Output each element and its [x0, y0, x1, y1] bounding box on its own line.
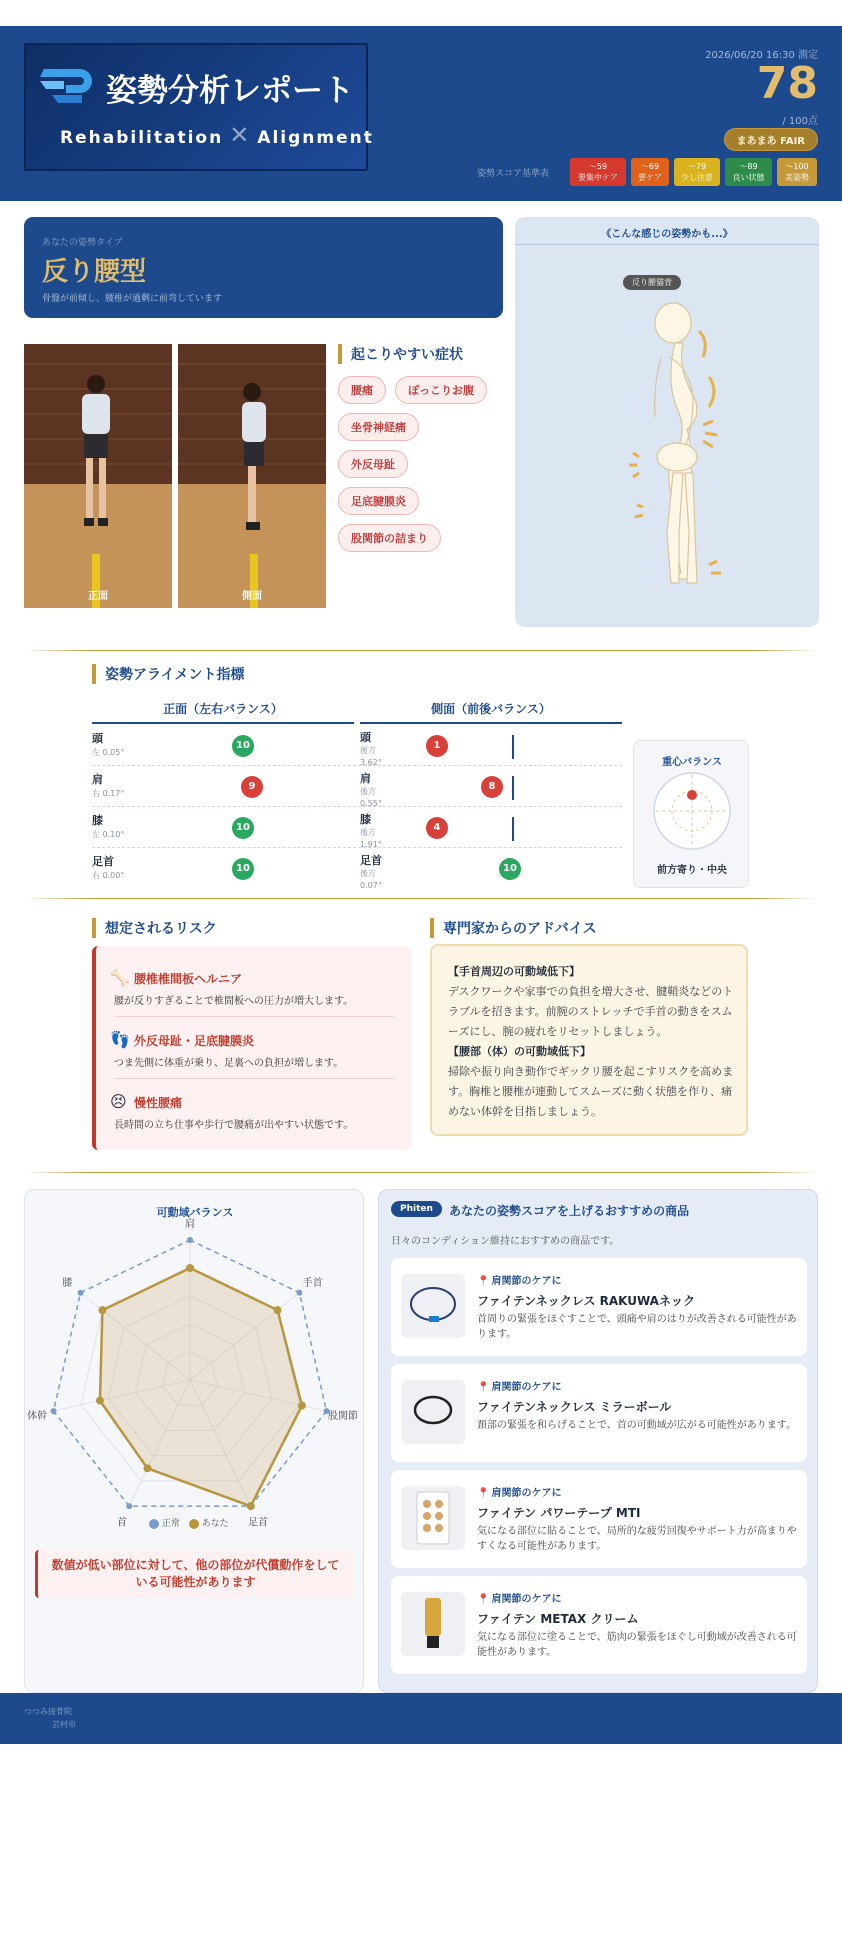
symptom-tag: 坐骨神経痛	[338, 413, 419, 441]
alignment-title: 姿勢アライメント指標	[92, 664, 244, 684]
front-metric-value: 右 0.00°	[92, 871, 125, 880]
report-title: 姿勢分析レポート	[106, 73, 354, 109]
advice-heading-2: 【腰部（体）の可動域低下】	[448, 1045, 591, 1058]
front-metric-value: 右 0.17°	[92, 789, 125, 798]
front-metric-label: 足首	[92, 855, 114, 868]
clinic-name: つつみ接骨院	[24, 1707, 72, 1716]
posture-type-card	[24, 217, 503, 318]
posture-score: 78	[756, 58, 818, 109]
side-metric-score: 10	[499, 858, 521, 880]
scale-label: 要ケア	[638, 173, 662, 182]
scale-range: 〜69	[640, 162, 660, 171]
scale-item	[631, 158, 669, 186]
pose-tag: 反り腰猫背	[623, 275, 681, 290]
legend-you-swatch	[189, 1519, 199, 1529]
product-image	[401, 1486, 465, 1550]
risk-divider	[114, 1016, 394, 1017]
radar-point-you	[274, 1306, 282, 1314]
report-logo	[24, 43, 374, 171]
radar-point-you	[186, 1264, 194, 1272]
radar-point-you	[298, 1402, 306, 1410]
symptom-tag: 外反母趾	[338, 450, 408, 478]
product-desc: 気になる部位に貼ることで、局所的な疲労回復やサポート力が高まりやすくなる可能性があります。	[477, 1526, 797, 1552]
pin-icon: 📍	[477, 1276, 490, 1287]
front-metric-score: 10	[232, 817, 254, 839]
legend-you-label: あなた	[201, 1519, 229, 1529]
side-metric-value: 1.91°	[360, 840, 382, 849]
side-metric-score: 4	[426, 817, 448, 839]
product-name: ファイテン パワーテープ MTI	[477, 1506, 641, 1520]
product-image	[401, 1592, 465, 1656]
advice-body-1: デスクワークや家事での負担を増大させ、腱鞘炎などのトラブルを招きます。前腕のストレッチで手首の動きをスムーズにし、腕の疲れをリセットしましょう。	[448, 985, 734, 1038]
symptoms-title: 起こりやすい症状	[338, 344, 463, 364]
balance-marker	[512, 776, 514, 800]
cog-title: 重心バランス	[662, 757, 722, 768]
front-metric-value: 左 0.10°	[92, 830, 125, 839]
risk-card	[92, 946, 412, 1150]
score-unit: / 100点	[782, 116, 818, 127]
front-metric-label: 肩	[92, 773, 103, 786]
section-divider	[24, 1172, 818, 1173]
radar-axis-label: 股関節	[327, 1410, 358, 1422]
side-metric-value: 0.55°	[360, 799, 382, 808]
side-metric-label: 肩	[360, 772, 371, 785]
radar-axis-label: 手首	[302, 1278, 323, 1290]
risk-desc: つま先側に体重が乗り、足裏への負担が増します。	[114, 1058, 344, 1069]
subtitle-left: Rehabilitation	[60, 128, 224, 148]
side-metric-value: 0.07°	[360, 881, 382, 890]
report-subtitle	[60, 121, 374, 149]
product-category-label: 肩関節のケアに	[491, 1488, 562, 1499]
footprint-icon: 👣	[110, 1030, 130, 1049]
symptom-tag: 足底腱膜炎	[338, 487, 419, 515]
radar-axis-label: 肩	[185, 1219, 195, 1231]
scale-range: 〜100	[785, 162, 809, 171]
product-name: ファイテンネックレス ミラーボール	[477, 1400, 672, 1414]
product-intro: 日々のコンディション維持におすすめの商品です。	[391, 1236, 620, 1247]
radar-axis-label: 膝	[62, 1278, 73, 1290]
scale-item	[674, 158, 720, 186]
side-metric-label: 足首	[360, 854, 382, 867]
side-metric-direction: 後方	[360, 869, 376, 878]
product-image	[401, 1274, 465, 1338]
product-category	[477, 1590, 561, 1605]
advice-heading-1: 【手首周辺の可動域低下】	[448, 965, 580, 978]
product-category	[477, 1484, 561, 1499]
report-header	[0, 26, 842, 201]
scale-range: 〜59	[588, 162, 608, 171]
radar-point-you	[143, 1464, 151, 1472]
footer	[0, 1693, 842, 1744]
balance-marker	[512, 735, 514, 759]
front-photo-caption: 正面	[88, 591, 108, 602]
product-category-label: 肩関節のケアに	[491, 1594, 562, 1605]
skeleton-icon	[625, 297, 745, 597]
scale-label: 要集中ケア	[578, 173, 618, 182]
pose-title: 《こんな感じの姿勢かも...》	[601, 229, 733, 240]
side-photo-caption: 側面	[242, 591, 262, 602]
product-category-label: 肩関節のケアに	[491, 1276, 562, 1287]
risk-title: 慢性腰痛	[134, 1096, 183, 1110]
posture-type-desc: 骨盤が前傾し、腰椎が過剰に前弯しています	[42, 294, 223, 304]
symptom-tag: ぽっこりお腹	[395, 376, 487, 404]
scale-range: 〜89	[739, 162, 758, 171]
balance-marker	[512, 817, 514, 841]
risk-divider	[114, 1078, 394, 1079]
subtitle-right: Alignment	[257, 128, 374, 148]
side-metric-direction: 後方	[360, 828, 376, 837]
product-category-label: 肩関節のケアに	[491, 1382, 562, 1393]
front-figure-image	[24, 344, 172, 608]
scale-item	[570, 158, 626, 186]
radar-axis-label: 首	[116, 1517, 127, 1529]
advice-card	[430, 944, 748, 1136]
front-metric-label: 膝	[92, 814, 103, 827]
section-divider	[24, 650, 818, 651]
pose-panel	[515, 217, 819, 627]
symptom-tag: 腰痛	[338, 376, 386, 404]
measure-date: 2026/06/20 16:30 測定	[705, 50, 818, 61]
range-of-motion-panel	[24, 1189, 364, 1693]
score-scale-label: 姿勢スコア基準表	[477, 169, 550, 179]
grade-badge: まあまあ FAIR	[724, 128, 818, 151]
front-metric-score: 9	[241, 776, 263, 798]
scale-range: 〜79	[687, 162, 707, 171]
symptom-tag: 股関節の詰まり	[338, 524, 441, 552]
clinic-info	[24, 1705, 76, 1731]
advice-body-2: 掃除や振り向き動作でギックリ腰を起こすリスクを高めます。胸椎と腰椎が連動してスムーズに動く状態を作り、痛めない体幹を目指しましょう。	[448, 1065, 734, 1118]
risk-title: 想定されるリスク	[92, 918, 217, 938]
front-metric-score: 10	[232, 735, 254, 757]
side-metric-label: 頭	[360, 731, 371, 744]
risk-desc: 長時間の立ち仕事や歩行で腰痛が出やすい状態です。	[114, 1120, 354, 1131]
scale-item	[777, 158, 817, 186]
radar-point-you	[98, 1306, 106, 1314]
product-desc: 首周りの緊張をほぐすことで、頭痛や肩のはりが改善される可能性があります。	[477, 1314, 797, 1340]
radar-point-you	[96, 1397, 104, 1405]
radar-axis-label: 足首	[248, 1517, 269, 1529]
front-metric-label: 頭	[92, 732, 103, 745]
product-card[interactable]	[391, 1576, 807, 1674]
front-photo	[24, 344, 172, 608]
bone-icon: 🦴	[110, 968, 130, 987]
legend-normal-swatch	[149, 1519, 159, 1529]
radar-point-normal	[126, 1503, 132, 1509]
front-metric-value: 左 0.05°	[92, 748, 125, 757]
cog-target-icon	[652, 771, 732, 851]
product-name: ファイテンネックレス RAKUWAネック	[477, 1294, 695, 1308]
radar-point-normal	[78, 1290, 84, 1296]
posture-type-name: 反り腰型	[42, 257, 147, 287]
side-metric-direction: 後方	[360, 787, 376, 796]
scale-label: 良い状態	[732, 173, 765, 182]
product-card[interactable]	[391, 1470, 807, 1568]
scale-item	[725, 158, 772, 186]
section-divider	[24, 898, 818, 899]
side-photo	[178, 344, 326, 608]
legend-normal-label: 正常	[161, 1519, 180, 1529]
product-title: あなたの姿勢スコアを上げるおすすめの商品	[449, 1204, 690, 1218]
product-image	[401, 1380, 465, 1444]
risk-title: 腰椎椎間板ヘルニア	[134, 972, 243, 986]
scale-label: 少し注意	[681, 173, 713, 182]
row-divider	[92, 765, 622, 766]
risk-desc: 腰が反りすぎることで椎間板への圧力が増大します。	[114, 996, 354, 1007]
cross-icon: ✕	[229, 121, 252, 149]
front-column-head: 正面（左右バランス）	[92, 700, 354, 724]
radar-legend	[149, 1516, 229, 1529]
clinic-city: 芸村市	[52, 1720, 76, 1729]
side-column-head: 側面（前後バランス）	[360, 700, 622, 724]
center-of-gravity-card	[633, 740, 749, 888]
product-desc: 気になる部位に塗ることで、筋肉の緊張をほぐし可動域が改善される可能性があります。	[477, 1632, 797, 1658]
side-metric-direction: 後方	[360, 746, 376, 755]
product-name: ファイテン METAX クリーム	[477, 1612, 639, 1626]
pin-icon: 📍	[477, 1382, 490, 1393]
front-metric-score: 10	[232, 858, 254, 880]
pose-divider	[515, 244, 819, 245]
radar-note: 数値が低い部位に対して、他の部位が代償動作をしている可能性があります	[35, 1550, 353, 1598]
side-figure-image	[178, 344, 326, 608]
posture-type-caption: あなたの姿勢タイプ	[42, 238, 123, 248]
pin-icon: 📍	[477, 1488, 490, 1499]
product-panel	[378, 1189, 818, 1693]
product-category	[477, 1378, 561, 1393]
side-metric-score: 1	[426, 735, 448, 757]
risk-title: 外反母趾・足底腱膜炎	[134, 1034, 255, 1048]
product-desc: 頚部の緊張を和らげることで、首の可動域が広がる可能性があります。	[477, 1420, 796, 1431]
advice-text	[448, 962, 736, 1122]
product-card[interactable]	[391, 1364, 807, 1462]
radar-point-you	[247, 1502, 255, 1510]
radar-series-you	[100, 1268, 302, 1506]
radar-point-normal	[51, 1408, 57, 1414]
pin-icon: 📍	[477, 1594, 490, 1605]
advice-title: 専門家からのアドバイス	[430, 918, 597, 938]
radar-point-normal	[187, 1237, 193, 1243]
scale-label: 美姿勢	[785, 173, 809, 182]
radar-title: 可動域バランス	[156, 1206, 234, 1219]
side-metric-score: 8	[481, 776, 503, 798]
pain-face-icon: 😣	[110, 1092, 127, 1111]
radar-point-normal	[296, 1290, 302, 1296]
product-card[interactable]	[391, 1258, 807, 1356]
product-category	[477, 1272, 561, 1287]
side-metric-value: 3.62°	[360, 758, 382, 767]
logo-mark-icon	[38, 65, 96, 107]
radar-axis-label: 体幹	[27, 1410, 48, 1422]
row-divider	[92, 806, 622, 807]
row-divider	[92, 847, 622, 848]
side-metric-label: 膝	[360, 813, 371, 826]
brand-badge: Phiten	[391, 1201, 442, 1217]
cog-value: 前方寄り・中央	[657, 865, 727, 876]
